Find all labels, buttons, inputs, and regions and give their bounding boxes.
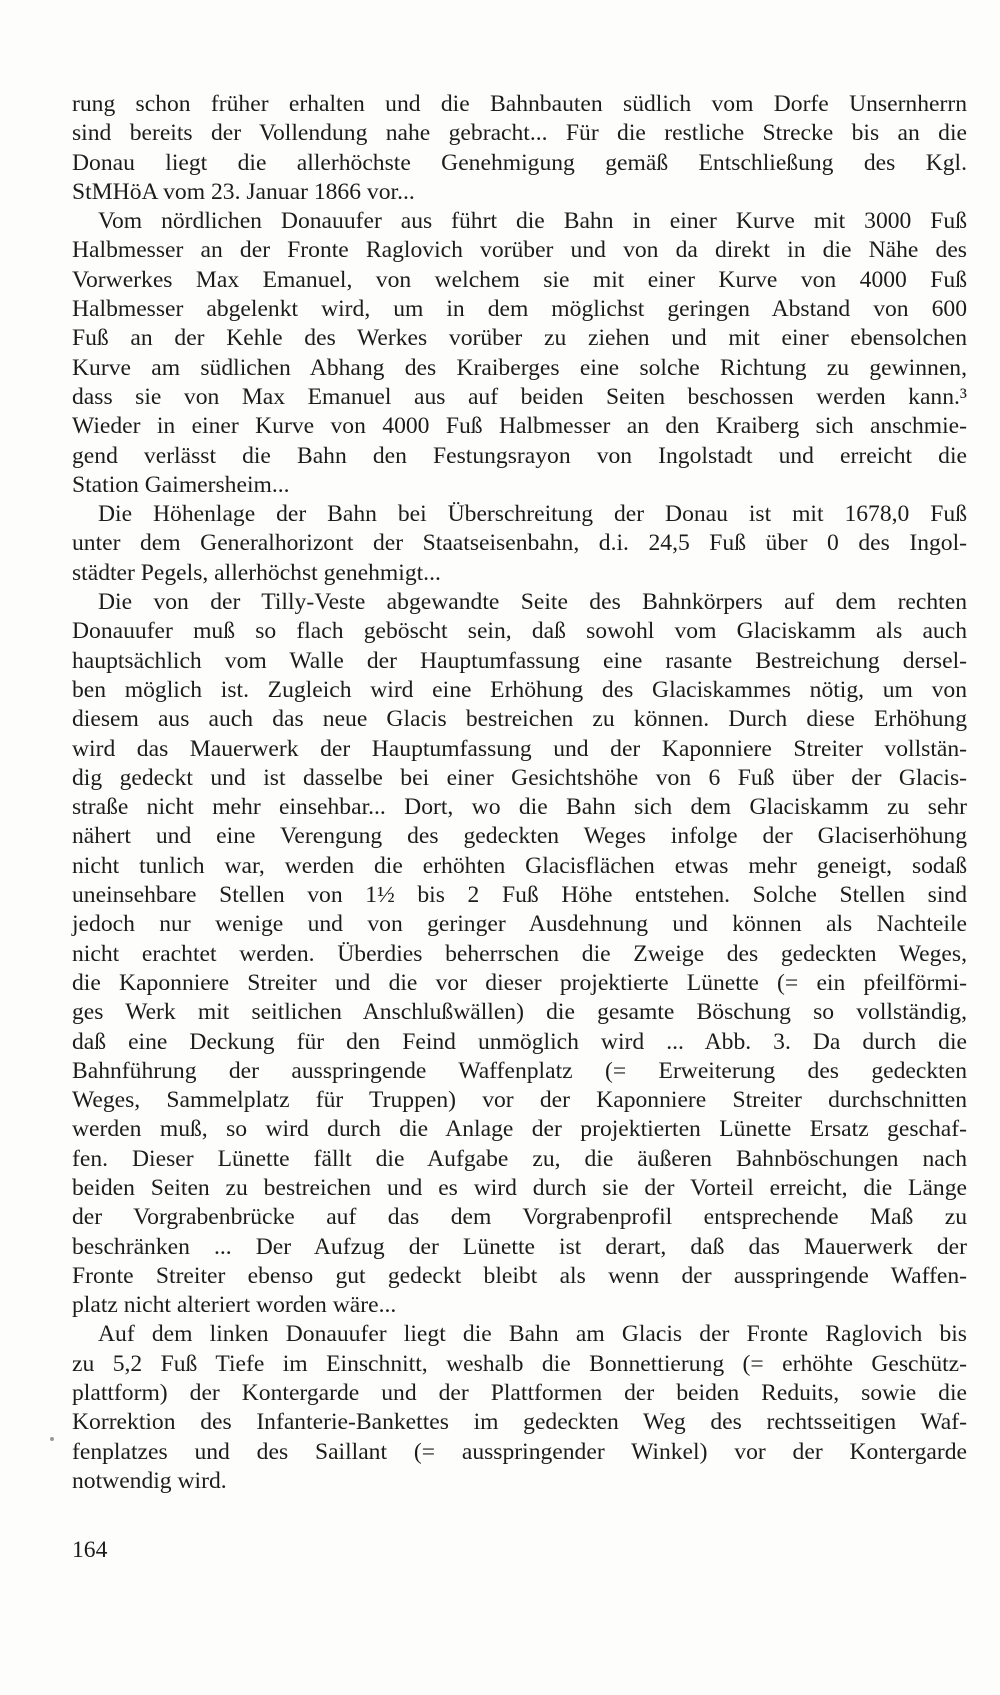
paragraph-5 [72, 1320, 967, 1496]
text-line: jedoch nur wenige und von geringer Ausdehnung und können als Nachteile [72, 911, 967, 938]
text-line: daß eine Deckung für den Feind unmöglich wird ... Abb. 3. Da durch die [72, 1028, 967, 1055]
text-line: uneinsehbare Stellen von 1½ bis 2 Fuß Höhe entstehen. Solche Stellen sind [72, 882, 967, 909]
text-line: straße nicht mehr einsehbar... Dort, wo die Bahn sich dem Glaciskamm zu sehr [72, 794, 967, 821]
text-line: Halbmesser an der Fronte Raglovich vorüber und von da direkt in die Nähe des [72, 237, 967, 264]
text-line: der Vorgrabenbrücke auf das dem Vorgrabenprofil entsprechende Maß zu [72, 1204, 967, 1231]
text-line: beiden Seiten zu bestreichen und es wird durch sie der Vorteil erreicht, die Länge [72, 1174, 967, 1201]
text-line: hauptsächlich vom Walle der Hauptumfassung eine rasante Bestreichung dersel- [72, 647, 967, 674]
text-line: Die von der Tilly-Veste abgewandte Seite des Bahnkörpers auf dem rechten [98, 589, 967, 616]
text-line: Vom nördlichen Donauufer aus führt die Bahn in einer Kurve mit 3000 Fuß [98, 208, 967, 235]
paragraph-4 [72, 588, 967, 1320]
paragraph-3 [72, 500, 967, 588]
text-line: ges Werk mit seitlichen Anschlußwällen) die gesamte Böschung so vollständig, [72, 999, 967, 1026]
page-number: 164 [72, 1537, 108, 1563]
text-line: StMHöA vom 23. Januar 1866 vor... [72, 178, 415, 205]
text-line: Weges, Sammelplatz für Truppen) vor der Kaponniere Streiter durchschnitten [72, 1087, 967, 1114]
text-line: ben möglich ist. Zugleich wird eine Erhöhung des Glaciskammes nötig, um von [72, 676, 967, 703]
text-line: Donauufer muß so flach geböscht sein, daß sowohl vom Glaciskamm als auch [72, 618, 967, 645]
text-line: Vorwerkes Max Emanuel, von welchem sie mit einer Kurve von 4000 Fuß [72, 266, 967, 293]
text-line: Wieder in einer Kurve von 4000 Fuß Halbmesser an den Kraiberg sich anschmie- [72, 413, 967, 440]
text-line: diesem aus auch das neue Glacis bestreichen zu können. Durch diese Erhöhung [72, 706, 967, 733]
text-line: werden muß, so wird durch die Anlage der projektierten Lünette Ersatz geschaf- [72, 1116, 967, 1143]
text-line: platz nicht alteriert worden wäre... [72, 1292, 397, 1319]
text-line: Kurve am südlichen Abhang des Kraiberges eine solche Richtung zu gewinnen, [72, 354, 967, 381]
text-line: gend verlässt die Bahn den Festungsrayon von Ingolstadt und erreicht die [72, 442, 967, 469]
text-line: die Kaponniere Streiter und die vor dieser projektierte Lünette (= ein pfeilförmi- [72, 969, 967, 996]
text-line: Auf dem linken Donauufer liegt die Bahn am Glacis der Fronte Raglovich bis [98, 1321, 967, 1348]
text-line: plattform) der Kontergarde und der Plattformen der beiden Reduits, sowie die [72, 1380, 967, 1407]
text-line: nähert und eine Verengung des gedeckten Weges infolge der Glaciserhöhung [72, 823, 967, 850]
text-line: zu 5,2 Fuß Tiefe im Einschnitt, weshalb die Bonnettierung (= erhöhte Geschütz- [72, 1350, 967, 1377]
text-line: nicht tunlich war, werden die erhöhten Glacisflächen etwas mehr geneigt, sodaß [72, 852, 967, 879]
text-line: Fronte Streiter ebenso gut gedeckt bleibt als wenn der ausspringende Waffen- [72, 1262, 967, 1289]
text-line: Station Gaimersheim... [72, 471, 290, 498]
text-line: dass sie von Max Emanuel aus auf beiden Seiten beschossen werden kann.³ [72, 383, 967, 410]
text-line: unter dem Generalhorizont der Staatseisenbahn, d.i. 24,5 Fuß über 0 des Ingol- [72, 530, 967, 557]
text-line: städter Pegels, allerhöchst genehmigt... [72, 559, 441, 586]
text-line: Die Höhenlage der Bahn bei Überschreitung der Donau ist mit 1678,0 Fuß [98, 501, 967, 528]
text-line: notwendig wird. [72, 1467, 227, 1494]
body-text [72, 90, 967, 1496]
text-line: beschränken ... Der Aufzug der Lünette ist derart, daß das Mauerwerk der [72, 1233, 967, 1260]
text-line: Bahnführung der ausspringende Waffenplatz (= Erweiterung des gedeckten [72, 1057, 967, 1084]
text-line: Donau liegt die allerhöchste Genehmigung gemäß Entschließung des Kgl. [72, 149, 967, 176]
text-line: rung schon früher erhalten und die Bahnbauten südlich vom Dorfe Unsernherrn [72, 91, 967, 117]
text-line: Fuß an der Kehle des Werkes vorüber zu ziehen und mit einer ebensolchen [72, 325, 967, 352]
paragraph-2 [72, 207, 967, 500]
text-line: dig gedeckt und ist dasselbe bei einer Gesichtshöhe von 6 Fuß über der Glacis- [72, 764, 967, 791]
text-line: fen. Dieser Lünette fällt die Aufgabe zu, die äußeren Bahnböschungen nach [72, 1145, 967, 1172]
text-line: sind bereits der Vollendung nahe gebracht... Für die restliche Strecke bis an die [72, 120, 967, 147]
text-line: nicht erachtet werden. Überdies beherrschen die Zweige des gedeckten Weges, [72, 940, 967, 967]
margin-dot [50, 1437, 54, 1441]
paragraph-1 [72, 90, 967, 207]
text-line: Halbmesser abgelenkt wird, um in dem möglichst geringen Abstand von 600 [72, 296, 967, 323]
text-line: Korrektion des Infanterie-Bankettes im gedeckten Weg des rechtsseitigen Waf- [72, 1409, 967, 1436]
text-line: fenplatzes und des Saillant (= ausspringender Winkel) vor der Kontergarde [72, 1438, 967, 1465]
text-line: wird das Mauerwerk der Hauptumfassung und der Kaponniere Streiter vollstän- [72, 735, 967, 762]
